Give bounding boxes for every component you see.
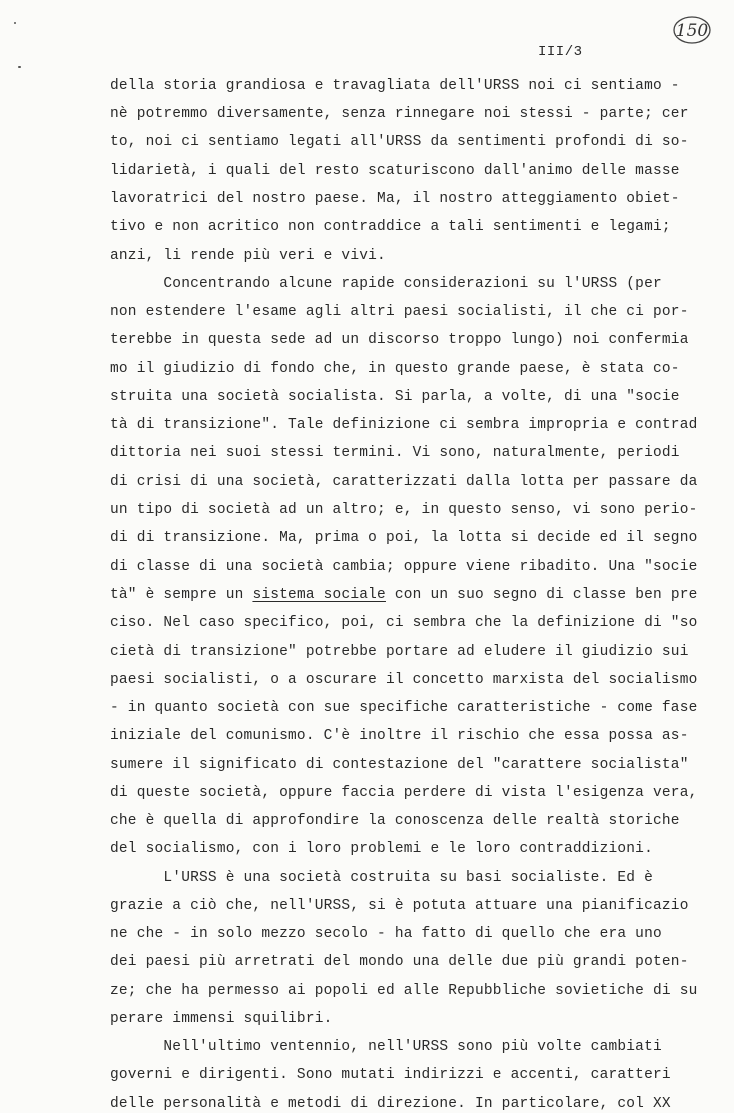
text-line: sumere il significato di contestazione del "carattere socialista": [110, 757, 689, 773]
text-line: di classe di una società cambia; oppure viene ribadito. Una "socie: [110, 559, 698, 575]
text-line: governi e dirigenti. Sono mutati indirizzi e accenti, caratteri: [110, 1067, 671, 1083]
text-line: perare immensi squilibri.: [110, 1011, 333, 1027]
text-line: lavoratrici del nostro paese. Ma, il nostro atteggiamento obiet-: [110, 191, 680, 207]
text-line: ze; che ha permesso ai popoli ed alle Repubbliche sovietiche di su: [110, 983, 698, 999]
text-line: dei paesi più arretrati del mondo una delle due più grandi poten-: [110, 954, 689, 970]
text-line: terebbe in questa sede ad un discorso troppo lungo) noi confermia: [110, 332, 689, 348]
stray-mark: [18, 66, 21, 68]
text-line: del socialismo, con i loro problemi e le loro contraddizioni.: [110, 841, 653, 857]
text-line: L'URSS è una società costruita su basi socialiste. Ed è: [110, 870, 653, 886]
handwritten-page-mark: [672, 14, 712, 46]
text-line: nè potremmo diversamente, senza rinnegare noi stessi - parte; cer: [110, 106, 689, 122]
text-line: - in quanto società con sue specifiche caratteristiche - come fase: [110, 700, 698, 716]
text-line: cietà di transizione" potrebbe portare ad eludere il giudizio sui: [110, 644, 689, 660]
text-line: lidarietà, i quali del resto scaturiscono dall'animo delle masse: [110, 163, 680, 179]
text-line: to, noi ci sentiamo legati all'URSS da sentimenti profondi di so-: [110, 134, 689, 150]
page-number: III/3: [538, 44, 583, 60]
handwritten-page-mark-text: 150: [675, 21, 709, 41]
text-line: paesi socialisti, o a oscurare il concetto marxista del socialismo: [110, 672, 698, 688]
text-line: struita una società socialista. Si parla, a volte, di una "socie: [110, 389, 680, 405]
text-line: grazie a ciò che, nell'URSS, si è potuta attuare una pianificazio: [110, 898, 689, 914]
text-line: della storia grandiosa e travagliata dell'URSS noi ci sentiamo -: [110, 78, 680, 94]
underlined-phrase: sistema sociale: [252, 587, 386, 603]
text-line: anzi, li rende più veri e vivi.: [110, 248, 386, 264]
text-line: di crisi di una società, caratterizzati dalla lotta per passare da: [110, 474, 698, 490]
text-line: tivo e non acritico non contraddice a tali sentimenti e legami;: [110, 219, 671, 235]
text-line: ciso. Nel caso specifico, poi, ci sembra che la definizione di "so: [110, 615, 698, 631]
text-line: delle personalità e metodi di direzione. In particolare, col XX: [110, 1096, 671, 1112]
text-line: di di transizione. Ma, prima o poi, la lotta si decide ed il segno: [110, 530, 698, 546]
text-line: di queste società, oppure faccia perdere di vista l'esigenza vera,: [110, 785, 698, 801]
text-line: un tipo di società ad un altro; e, in questo senso, vi sono perio-: [110, 502, 698, 518]
stray-mark: [14, 22, 16, 24]
text-line: Nell'ultimo ventennio, nell'URSS sono più volte cambiati: [110, 1039, 662, 1055]
text-line: tà di transizione". Tale definizione ci sembra impropria e contrad: [110, 417, 698, 433]
text-line: non estendere l'esame agli altri paesi socialisti, il che ci por-: [110, 304, 689, 320]
text-line: che è quella di approfondire la conoscenza delle realtà storiche: [110, 813, 680, 829]
text-line: dittoria nei suoi stessi termini. Vi sono, naturalmente, periodi: [110, 445, 680, 461]
text-line: tà" è sempre un sistema sociale con un suo segno di classe ben pre: [110, 587, 698, 603]
text-line: iniziale del comunismo. C'è inoltre il rischio che essa possa as-: [110, 728, 689, 744]
text-line: Concentrando alcune rapide considerazioni su l'URSS (per: [110, 276, 662, 292]
text-line: mo il giudizio di fondo che, in questo grande paese, è stata co-: [110, 361, 680, 377]
text-line: ne che - in solo mezzo secolo - ha fatto di quello che era uno: [110, 926, 662, 942]
